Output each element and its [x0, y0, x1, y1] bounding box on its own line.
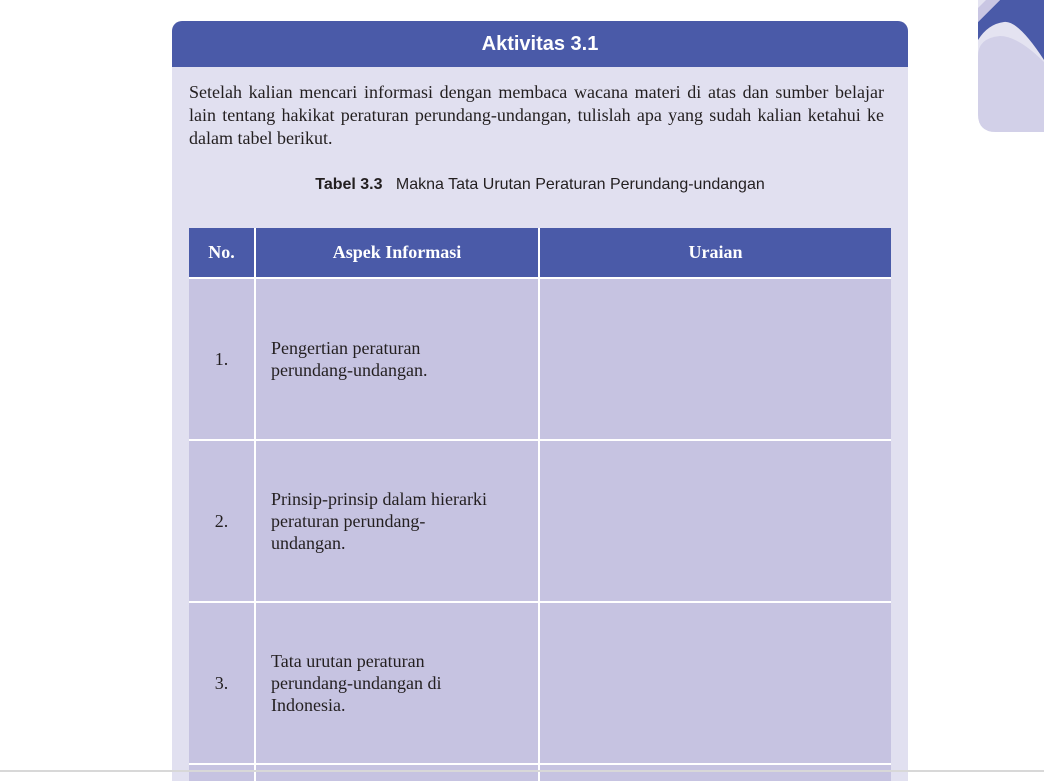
row-number: 1. [214, 349, 229, 369]
info-table [189, 228, 891, 781]
row-uraian-cell[interactable] [538, 441, 891, 601]
activity-header [172, 21, 908, 67]
row-aspek: Prinsip-prinsip dalam hierarki peraturan perundang-undangan. [254, 441, 538, 601]
activity-title: Aktivitas 3.1 [481, 32, 599, 55]
activity-panel [172, 21, 908, 781]
table-row [189, 601, 891, 763]
table-caption-label: Tabel 3.3 [315, 176, 383, 193]
row-uraian-cell[interactable] [538, 279, 891, 439]
row-number [189, 765, 254, 781]
row-number: 2. [214, 511, 229, 531]
table-row [189, 277, 891, 439]
row-aspek [254, 765, 538, 781]
row-aspek: Pengertian peraturan perundang-undangan. [254, 279, 538, 439]
table-row [189, 763, 891, 781]
row-uraian-cell[interactable] [538, 603, 891, 763]
activity-instructions: Setelah kalian mencari informasi dengan membaca wacana materi di atas dan sumber belajar lain tentang hakikat peraturan perundang-undangan, tulislah apa yang sudah kalian ketahui ke dalam tabel berikut. [189, 82, 884, 148]
header-aspek-informasi: Aspek Informasi [254, 228, 538, 277]
header-no: No. [208, 242, 235, 262]
row-number: 3. [214, 673, 229, 693]
table-caption-text: Makna Tata Urutan Peraturan Perundang-undangan [395, 176, 765, 193]
table-header-row [189, 228, 891, 277]
row-aspek: Tata urutan peraturan perundang-undangan di Indonesia. [254, 603, 538, 763]
row-uraian-cell[interactable] [538, 765, 891, 781]
corner-decoration [978, 0, 1044, 132]
table-row [189, 439, 891, 601]
page-divider [0, 770, 1044, 772]
table-caption [172, 176, 908, 194]
header-uraian: Uraian [538, 228, 891, 277]
